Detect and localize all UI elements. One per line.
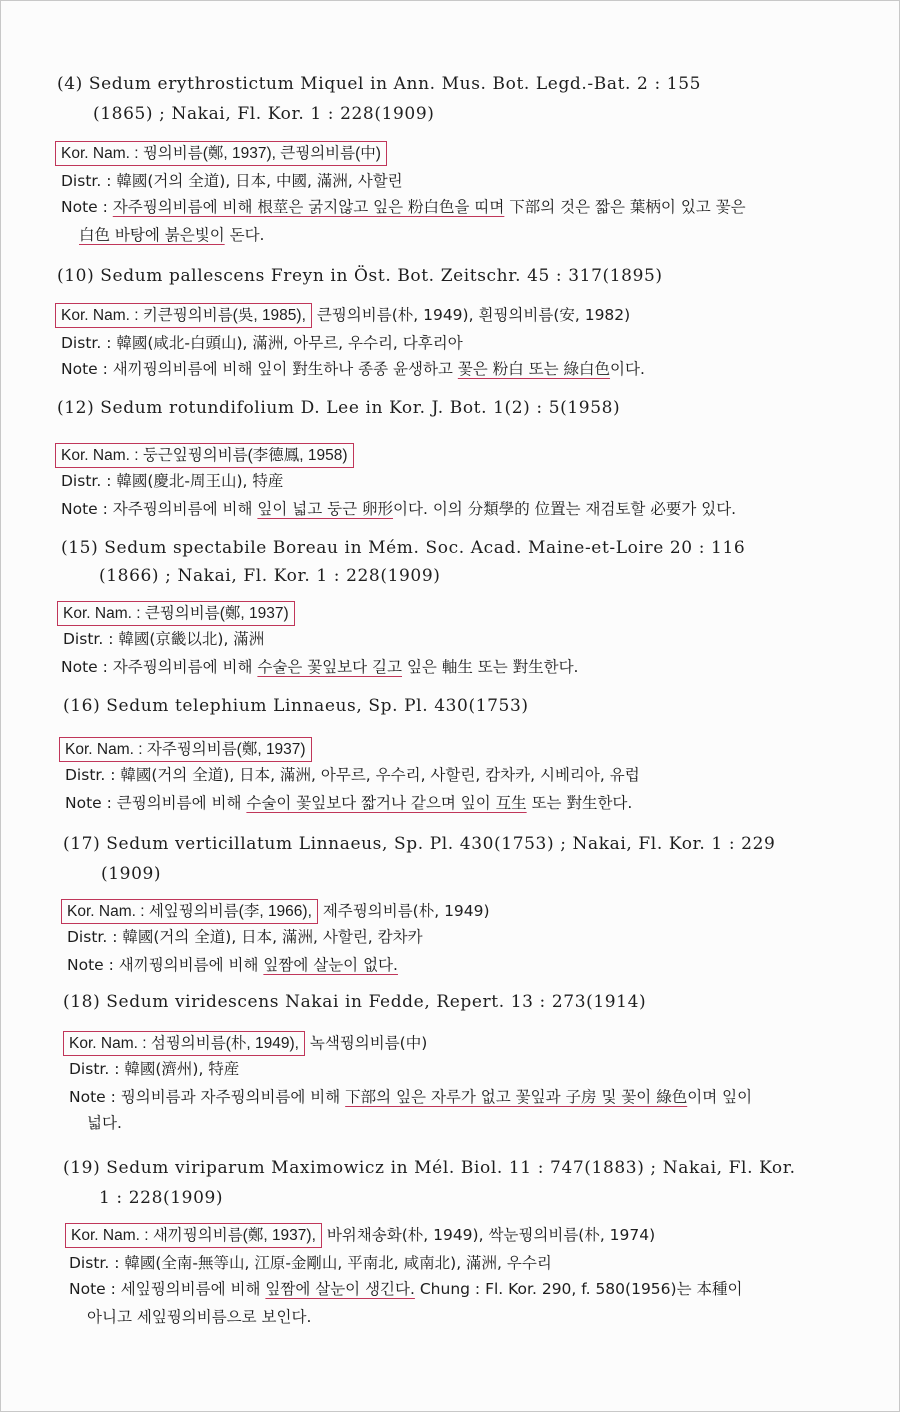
distribution-line: Distr. : 韓國(京畿以北), 滿洲 — [63, 630, 265, 648]
note-suffix: 또는 對生한다. — [526, 794, 633, 812]
korean-name-boxed: Kor. Nam. : 둥근잎꿩의비름(李德鳳, 1958) — [55, 443, 354, 468]
note-suffix: 돈다. — [224, 226, 265, 244]
entry-title: (17) Sedum verticillatum Linnaeus, Sp. Pl. 430(1753) ; Nakai, Fl. Kor. 1 : 229 — [63, 834, 776, 854]
note-prefix: Note : — [61, 198, 113, 216]
note-line — [69, 1279, 742, 1300]
korean-name-line — [71, 1223, 655, 1248]
korean-name-boxed: Kor. Nam. : 세잎꿩의비름(李, 1966), — [61, 899, 318, 924]
korean-name-line — [69, 1031, 427, 1056]
note-line-continued — [87, 1113, 122, 1134]
distribution-line: Distr. : 韓國(咸北-白頭山), 滿洲, 아무르, 우수리, 다후리아 — [61, 334, 463, 352]
korean-name-rest: 바위채송화(朴, 1949), 싹눈꿩의비름(朴, 1974) — [321, 1226, 656, 1244]
note-underlined: 수술이 꽃잎보다 짧거나 같으며 잎이 互生 — [246, 794, 527, 812]
note-suffix: 아니고 세잎꿩의비름으로 보인다. — [87, 1308, 312, 1326]
note-suffix: 잎은 軸生 또는 對生한다. — [402, 658, 579, 676]
note-suffix: Chung : Fl. Kor. 290, f. 580(1956)는 本種이 — [414, 1280, 743, 1298]
note-prefix: Note : 자주꿩의비름에 비해 — [61, 500, 258, 518]
note-underlined: 下部의 잎은 자루가 없고 꽃잎과 子房 및 꽃이 綠色 — [345, 1088, 688, 1106]
korean-name-boxed: Kor. Nam. : 키큰꿩의비름(吳, 1985), — [55, 303, 312, 328]
note-underlined: 잎이 넓고 둥근 卵形 — [257, 500, 394, 518]
korean-name-line — [67, 899, 490, 924]
note-prefix: Note : 세잎꿩의비름에 비해 — [69, 1280, 266, 1298]
distribution-line: Distr. : 韓國(거의 全道), 日本, 滿洲, 사할린, 캄차카 — [67, 928, 423, 946]
korean-name-line — [61, 303, 630, 328]
note-prefix: Note : 꿩의비름과 자주꿩의비름에 비해 — [69, 1088, 346, 1106]
entry-title: (4) Sedum erythrostictum Miquel in Ann. Mus. Bot. Legd.-Bat. 2 : 155 — [57, 74, 702, 94]
note-prefix: Note : 큰꿩의비름에 비해 — [65, 794, 247, 812]
korean-name-line — [61, 141, 387, 166]
note-underlined: 자주꿩의비름에 비해 根莖은 굵지않고 잎은 粉白色을 띠며 — [112, 198, 505, 216]
note-underlined: 白色 바탕에 붉은빛이 — [79, 226, 225, 244]
note-line-continued — [87, 1307, 311, 1328]
note-prefix: Note : 새끼꿩의비름에 비해 잎이 對生하나 종종 윤생하고 — [61, 360, 458, 378]
note-underlined: 수술은 꽃잎보다 길고 — [257, 658, 403, 676]
note-line — [61, 359, 645, 380]
note-suffix: 이다. 이의 分類學的 位置는 재검토할 必要가 있다. — [393, 500, 737, 518]
entry-title: (10) Sedum pallescens Freyn in Öst. Bot. Zeitschr. 45 : 317(1895) — [57, 266, 663, 286]
note-line — [61, 197, 746, 218]
entry-title-continued: (1865) ; Nakai, Fl. Kor. 1 : 228(1909) — [93, 104, 435, 124]
korean-name-line — [65, 737, 312, 762]
note-line — [65, 793, 632, 814]
korean-name-line — [61, 443, 354, 468]
entry-title: (12) Sedum rotundifolium D. Lee in Kor. J. Bot. 1(2) : 5(1958) — [57, 398, 621, 418]
entry-title-continued: (1909) — [101, 864, 162, 884]
korean-name-rest: 제주꿩의비름(朴, 1949) — [317, 902, 490, 920]
note-line — [61, 499, 736, 520]
note-line — [67, 955, 398, 976]
distribution-line: Distr. : 韓國(거의 全道), 日本, 中國, 滿洲, 사할린 — [61, 172, 403, 190]
note-underlined: 잎짬에 살눈이 생긴다. — [265, 1280, 415, 1298]
korean-name-rest: 큰꿩의비름(朴, 1949), 흰꿩의비름(安, 1982) — [311, 306, 631, 324]
note-line — [69, 1087, 752, 1108]
entry-title: (16) Sedum telephium Linnaeus, Sp. Pl. 430(1753) — [63, 696, 529, 716]
korean-name-boxed: Kor. Nam. : 자주꿩의비름(鄭, 1937) — [59, 737, 312, 762]
note-suffix: 이다. — [610, 360, 645, 378]
korean-name-rest: 녹색꿩의비름(中) — [304, 1034, 428, 1052]
entry-title: (18) Sedum viridescens Nakai in Fedde, Repert. 13 : 273(1914) — [63, 992, 647, 1012]
entry-title-continued: (1866) ; Nakai, Fl. Kor. 1 : 228(1909) — [99, 566, 441, 586]
korean-name-boxed: Kor. Nam. : 섬꿩의비름(朴, 1949), — [63, 1031, 305, 1056]
korean-name-boxed: Kor. Nam. : 큰꿩의비름(鄭, 1937) — [57, 601, 295, 626]
korean-name-boxed: Kor. Nam. : 꿩의비름(鄭, 1937), 큰꿩의비름(中) — [55, 141, 387, 166]
distribution-line: Distr. : 韓國(거의 全道), 日本, 滿洲, 아무르, 우수리, 사할린, 캄차카, 시베리아, 유럽 — [65, 766, 640, 784]
note-suffix: 이며 잎이 — [687, 1088, 753, 1106]
note-line — [61, 657, 579, 678]
distribution-line: Distr. : 韓國(全南-無等山, 江原-金剛山, 平南北, 咸南北), 滿洲, 우수리 — [69, 1254, 552, 1272]
note-prefix: Note : 새끼꿩의비름에 비해 — [67, 956, 264, 974]
note-underlined: 꽃은 粉白 또는 綠白色 — [457, 360, 611, 378]
entry-title: (19) Sedum viriparum Maximowicz in Mél. Biol. 11 : 747(1883) ; Nakai, Fl. Kor. — [63, 1158, 796, 1178]
distribution-line: Distr. : 韓國(濟州), 特産 — [69, 1060, 240, 1078]
note-underlined: 잎짬에 살눈이 없다. — [263, 956, 398, 974]
entry-title: (15) Sedum spectabile Boreau in Mém. Soc. Acad. Maine-et-Loire 20 : 116 — [61, 538, 746, 558]
korean-name-boxed: Kor. Nam. : 새끼꿩의비름(鄭, 1937), — [65, 1223, 322, 1248]
entry-title-continued: 1 : 228(1909) — [99, 1188, 224, 1208]
note-suffix: 넓다. — [87, 1114, 122, 1132]
note-line-continued — [79, 225, 264, 246]
korean-name-line — [63, 601, 295, 626]
note-suffix: 下部의 것은 짧은 葉柄이 있고 꽃은 — [504, 198, 746, 216]
distribution-line: Distr. : 韓國(慶北-周王山), 特産 — [61, 472, 284, 490]
note-prefix: Note : 자주꿩의비름에 비해 — [61, 658, 258, 676]
